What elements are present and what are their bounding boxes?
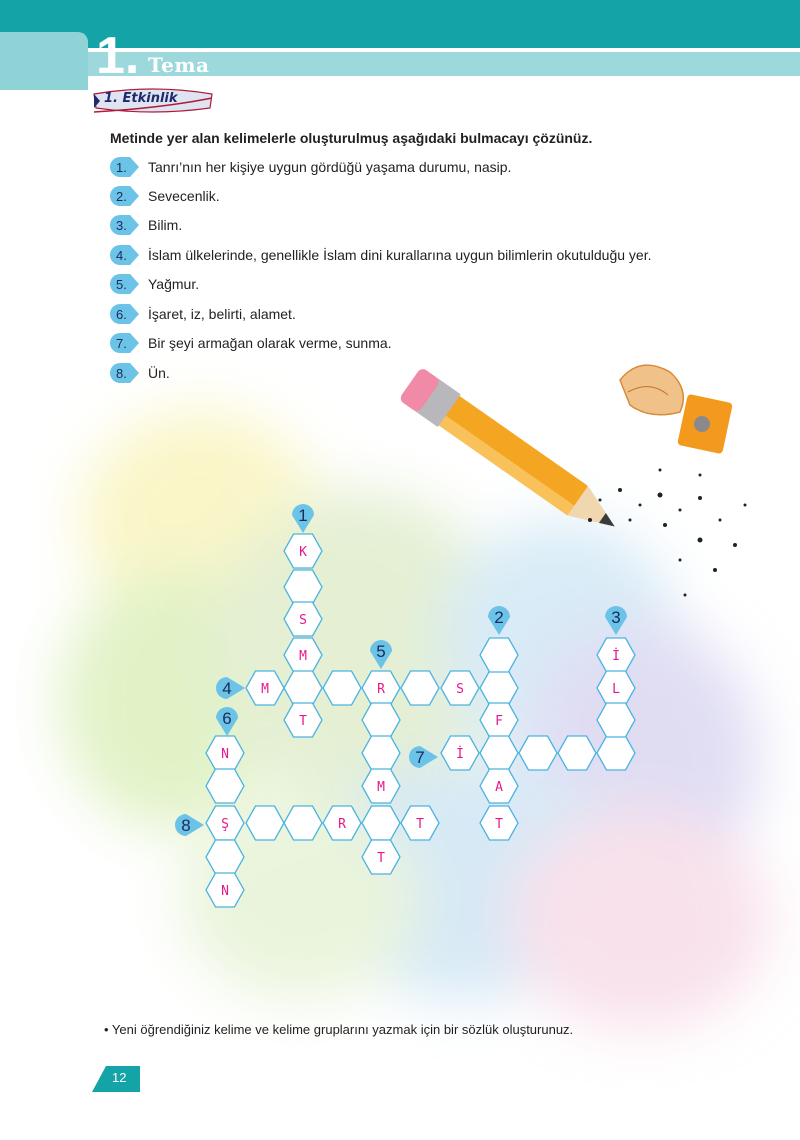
clue-text: Tanrı’nın her kişiye uygun gördüğü yaşama durumu, nasip.	[148, 159, 512, 175]
puzzle-letter: T	[299, 714, 307, 729]
puzzle-letter: R	[338, 817, 346, 832]
clue-pin-number: 8	[181, 816, 191, 835]
puzzle-letter: İ	[612, 649, 620, 664]
puzzle-cell[interactable]	[480, 671, 518, 705]
clue-pin	[488, 606, 510, 635]
puzzle-cell[interactable]	[246, 806, 284, 840]
clue-text: İslam ülkelerinde, genellikle İslam dini kurallarına uygun bilimlerin okutulduğu yer.	[148, 247, 652, 263]
clue-pin	[605, 606, 627, 635]
clue-pin-number: 1	[298, 506, 308, 525]
clue-pin	[292, 504, 314, 533]
theme-number: 1.	[96, 27, 140, 85]
clue-text: Bilim.	[148, 217, 183, 233]
puzzle-cell[interactable]	[597, 736, 635, 770]
puzzle-letter: T	[377, 851, 385, 866]
clue-pin	[216, 677, 245, 699]
puzzle-cell[interactable]	[480, 736, 518, 770]
clue-text: Bir şeyi armağan olarak verme, sunma.	[148, 335, 392, 351]
puzzle-letter: M	[299, 649, 307, 664]
puzzle-letter: N	[221, 884, 229, 899]
puzzle-letter: T	[416, 817, 424, 832]
page-number: 12	[112, 1070, 127, 1085]
clue-number-badge: 7.	[110, 333, 140, 353]
clue-pin	[409, 746, 438, 768]
clue-pin-number: 5	[376, 642, 386, 661]
puzzle-letter: N	[221, 747, 229, 762]
clue-pin-number: 6	[222, 709, 232, 728]
clue-number-badge: 5.	[110, 274, 140, 294]
puzzle-letter: K	[299, 545, 307, 560]
puzzle-letter: F	[495, 714, 503, 729]
clue-pin	[216, 707, 238, 736]
activity-label: 1. Etkinlik	[104, 91, 178, 106]
puzzle-cell[interactable]	[206, 769, 244, 803]
clue-pin-number: 7	[415, 748, 425, 767]
puzzle-cell[interactable]	[362, 703, 400, 737]
puzzle-letter: R	[377, 682, 385, 697]
clue-pin	[175, 814, 204, 836]
clue-pin-number: 3	[611, 608, 621, 627]
clue-number-badge: 1.	[110, 157, 140, 177]
theme-label: Tema	[148, 53, 210, 77]
clue-number-badge: 3.	[110, 215, 140, 235]
puzzle-letter: M	[261, 682, 269, 697]
puzzle-cell[interactable]	[206, 840, 244, 874]
clue-pin-number: 4	[222, 679, 232, 698]
clue-text: Ün.	[148, 365, 170, 381]
puzzle-cell[interactable]	[362, 736, 400, 770]
puzzle-cell[interactable]	[323, 671, 361, 705]
puzzle-letter: A	[495, 780, 503, 795]
clue-number-badge: 4.	[110, 245, 140, 265]
clue-text: İşaret, iz, belirti, alamet.	[148, 306, 296, 322]
puzzle-letter: İ	[456, 747, 464, 762]
puzzle-letter: S	[299, 613, 307, 628]
clue-text: Sevecenlik.	[148, 188, 220, 204]
clue-text: Yağmur.	[148, 276, 200, 292]
puzzle-letter: M	[377, 780, 385, 795]
puzzle-cell[interactable]	[558, 736, 596, 770]
puzzle-letter: L	[612, 682, 620, 697]
footer-note: • Yeni öğrendiğiniz kelime ve kelime gruplarını yazmak için bir sözlük oluşturunuz.	[104, 1022, 574, 1037]
clue-number-badge: 6.	[110, 304, 140, 324]
instruction-text: Metinde yer alan kelimelerle oluşturulmuş aşağıdaki bulmacayı çözünüz.	[110, 130, 593, 146]
clue-pin	[370, 640, 392, 669]
puzzle-cell[interactable]	[284, 671, 322, 705]
puzzle-cell[interactable]	[401, 671, 439, 705]
puzzle-letter: T	[495, 817, 503, 832]
puzzle-cell[interactable]	[362, 806, 400, 840]
puzzle-cell[interactable]	[519, 736, 557, 770]
puzzle-letter: S	[456, 682, 464, 697]
puzzle-cell[interactable]	[284, 806, 322, 840]
clue-pin-number: 2	[494, 608, 504, 627]
puzzle-letter: Ş	[221, 817, 229, 832]
puzzle-cell[interactable]	[480, 638, 518, 672]
clue-number-badge: 8.	[110, 363, 140, 383]
clue-number-badge: 2.	[110, 186, 140, 206]
puzzle-cell[interactable]	[597, 703, 635, 737]
puzzle-cell[interactable]	[284, 570, 322, 604]
